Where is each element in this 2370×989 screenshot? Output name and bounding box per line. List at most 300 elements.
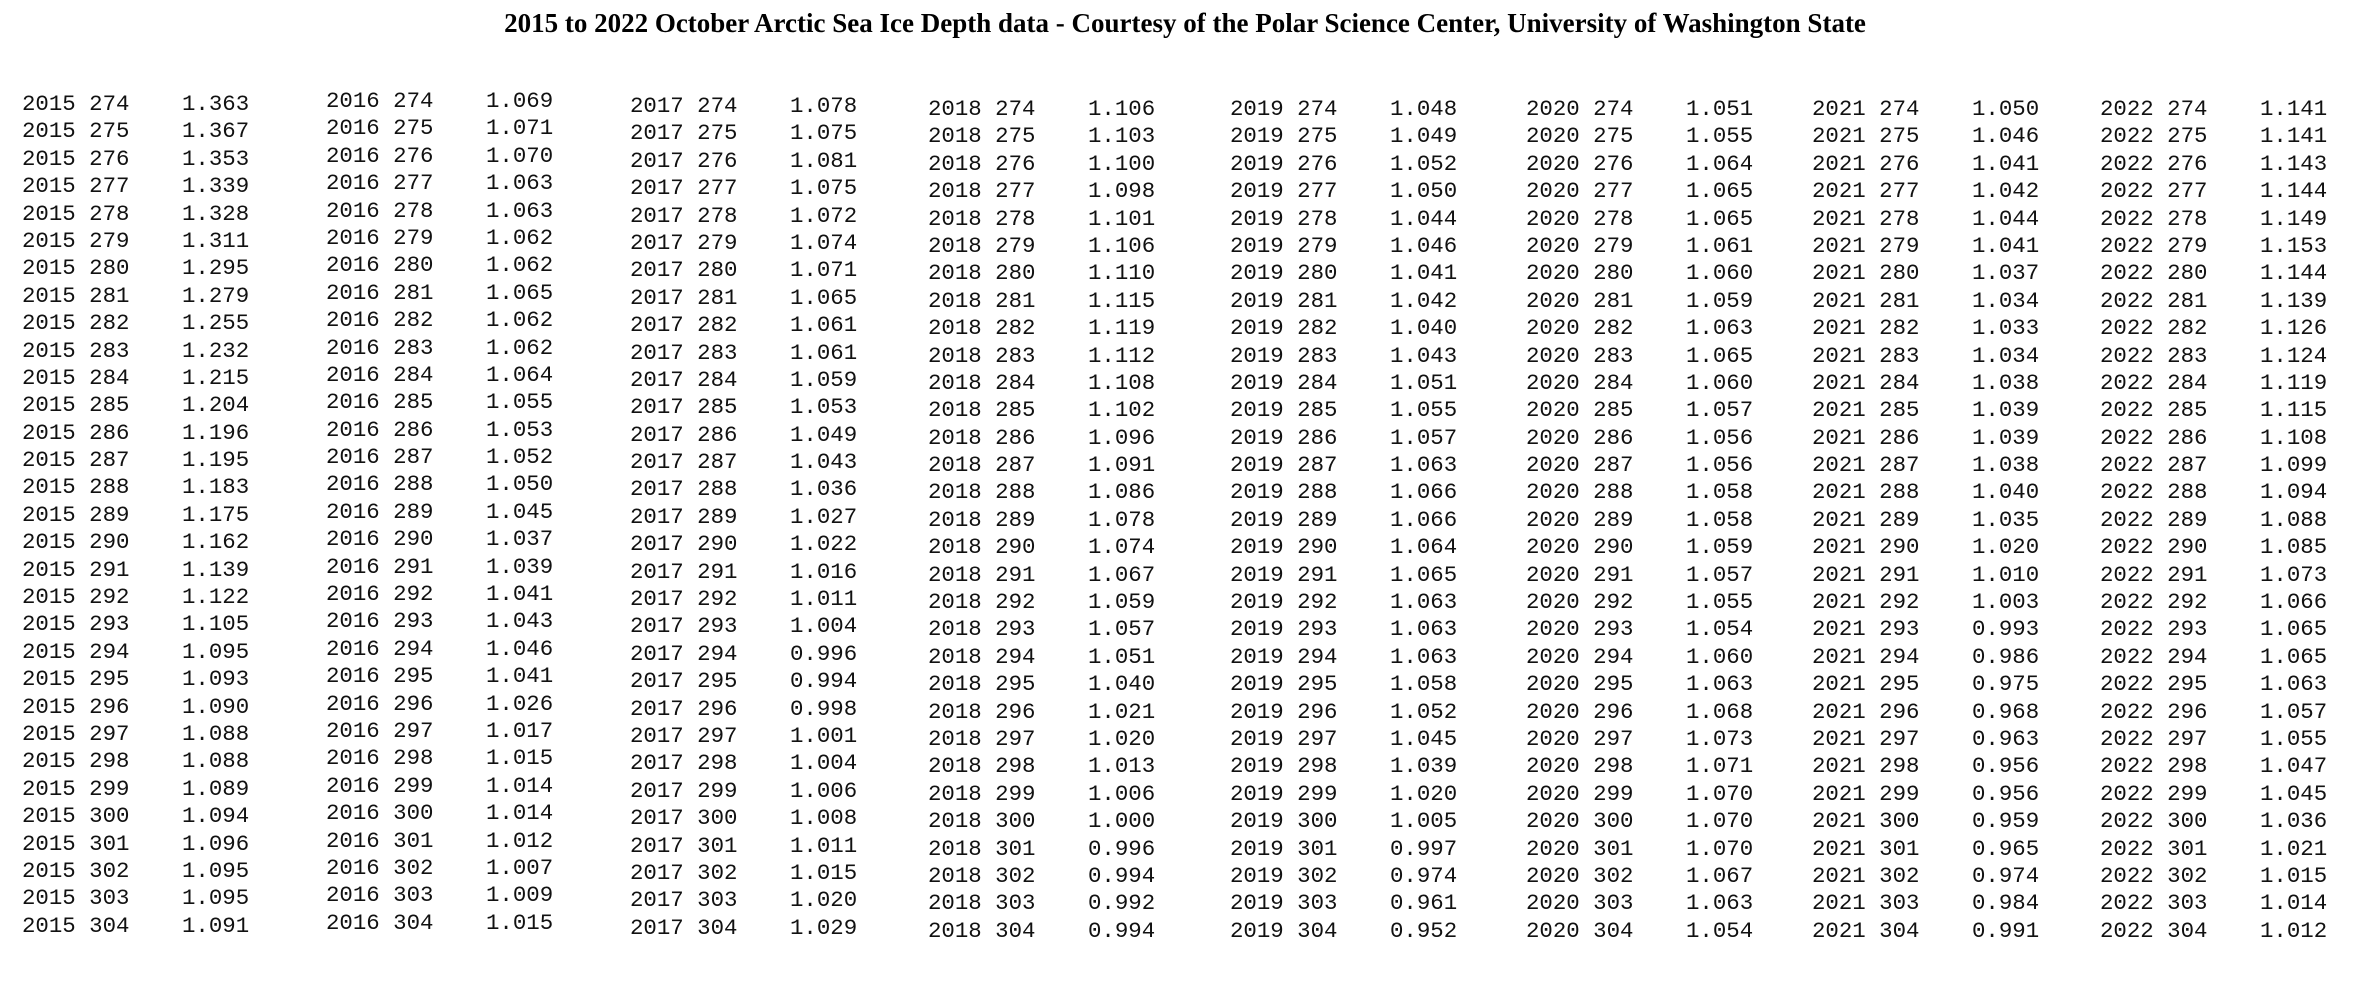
year-day-label: 2019 282	[1230, 315, 1338, 342]
ice-depth-value: 1.065	[1686, 342, 1754, 369]
ice-depth-value: 1.078	[790, 93, 858, 119]
ice-depth-value: 1.064	[1390, 534, 1458, 561]
ice-depth-value: 1.054	[1686, 616, 1754, 643]
year-day-label: 2015 274	[22, 91, 130, 117]
ice-depth-value: 1.094	[2260, 479, 2328, 506]
year-day-label: 2018 278	[928, 205, 1036, 232]
year-day-label: 2016 278	[326, 197, 434, 224]
year-day-label: 2022 284	[2100, 369, 2208, 396]
year-day-label: 2021 274	[1812, 96, 1920, 122]
year-day-label: 2017 281	[630, 284, 738, 311]
ice-depth-value: 1.036	[790, 476, 858, 503]
ice-depth-value: 1.094	[182, 803, 250, 830]
year-day-label: 2016 286	[326, 416, 434, 443]
ice-depth-value: 1.014	[486, 800, 554, 827]
year-day-label: 2017 299	[630, 777, 738, 804]
ice-depth-value: 1.090	[182, 693, 250, 720]
year-day-label: 2017 302	[630, 859, 738, 886]
ice-depth-value: 1.096	[182, 830, 250, 857]
year-day-label: 2015 290	[22, 529, 130, 556]
year-day-label: 2019 280	[1230, 260, 1338, 287]
year-day-label: 2016 301	[326, 827, 434, 854]
ice-depth-value: 1.115	[1088, 287, 1156, 314]
year-day-label: 2021 276	[1812, 150, 1920, 177]
ice-depth-value: 1.162	[182, 529, 250, 556]
ice-depth-value: 1.141	[2260, 123, 2328, 150]
year-day-label: 2019 281	[1230, 287, 1338, 314]
year-day-label: 2020 299	[1526, 780, 1634, 807]
year-day-label: 2017 286	[630, 421, 738, 448]
ice-depth-value: 1.063	[486, 197, 554, 224]
ice-depth-value: 0.994	[790, 668, 858, 695]
ice-depth-value: 1.015	[790, 859, 858, 886]
ice-depth-value: 1.061	[1686, 232, 1754, 259]
year-day-label: 2018 290	[928, 534, 1036, 561]
year-day-label: 2020 290	[1526, 534, 1634, 561]
ice-depth-value: 0.956	[1972, 780, 2040, 807]
ice-depth-value: 1.013	[1088, 753, 1156, 780]
ice-depth-value: 1.115	[2260, 397, 2328, 424]
year-day-label: 2022 275	[2100, 123, 2208, 150]
ice-depth-value: 1.065	[486, 279, 554, 306]
year-day-label: 2018 285	[928, 397, 1036, 424]
ice-depth-value: 0.996	[1088, 835, 1156, 862]
ice-depth-value: 0.993	[1972, 616, 2040, 643]
ice-depth-value: 1.088	[182, 748, 250, 775]
year-day-label: 2020 275	[1526, 123, 1634, 150]
ice-depth-value: 1.063	[1390, 589, 1458, 616]
year-day-label: 2020 301	[1526, 835, 1634, 862]
year-day-label: 2022 296	[2100, 698, 2208, 725]
ice-depth-value: 1.040	[1972, 479, 2040, 506]
year-day-label: 2022 298	[2100, 753, 2208, 780]
year-day-label: 2016 298	[326, 745, 434, 772]
year-day-label: 2015 303	[22, 885, 130, 912]
ice-depth-value: 1.073	[1686, 725, 1754, 752]
year-day-label: 2020 298	[1526, 753, 1634, 780]
ice-depth-value: 1.100	[1088, 150, 1156, 177]
ice-depth-value: 1.000	[1088, 808, 1156, 835]
year-day-label: 2017 290	[630, 531, 738, 558]
year-day-label: 2021 286	[1812, 424, 1920, 451]
ice-depth-value: 1.295	[182, 255, 250, 282]
ice-depth-value: 1.003	[1972, 589, 2040, 616]
year-day-label: 2022 282	[2100, 315, 2208, 342]
ice-depth-value: 1.078	[1088, 506, 1156, 533]
year-day-label: 2015 278	[22, 200, 130, 227]
year-day-label: 2021 293	[1812, 616, 1920, 643]
ice-depth-value: 1.041	[486, 663, 554, 690]
year-day-label: 2016 277	[326, 170, 434, 197]
year-day-label: 2018 292	[928, 589, 1036, 616]
year-day-label: 2022 289	[2100, 506, 2208, 533]
ice-depth-value: 1.075	[790, 120, 858, 147]
year-day-label: 2015 297	[22, 720, 130, 747]
ice-depth-value: 1.204	[182, 392, 250, 419]
year-day-label: 2020 277	[1526, 178, 1634, 205]
year-day-label: 2017 280	[630, 257, 738, 284]
year-day-label: 2018 298	[928, 753, 1036, 780]
ice-depth-value: 1.353	[182, 145, 250, 172]
ice-depth-value: 1.053	[790, 394, 858, 421]
ice-depth-value: 1.070	[1686, 835, 1754, 862]
ice-depth-value: 1.046	[486, 635, 554, 662]
year-day-label: 2017 297	[630, 722, 738, 749]
ice-depth-value: 1.020	[790, 887, 858, 914]
year-day-label: 2019 275	[1230, 123, 1338, 150]
year-day-label: 2019 287	[1230, 452, 1338, 479]
year-day-label: 2019 276	[1230, 150, 1338, 177]
ice-depth-value: 1.065	[1686, 178, 1754, 205]
year-day-label: 2020 302	[1526, 862, 1634, 889]
year-day-label: 2021 291	[1812, 561, 1920, 588]
ice-depth-value: 1.059	[1686, 287, 1754, 314]
ice-depth-value: 1.112	[1088, 342, 1156, 369]
ice-depth-value: 1.010	[1972, 561, 2040, 588]
ice-depth-value: 1.149	[2260, 205, 2328, 232]
ice-depth-value: 1.098	[1088, 178, 1156, 205]
ice-depth-value: 1.071	[790, 257, 858, 284]
year-day-label: 2016 275	[326, 115, 434, 142]
year-day-label: 2018 281	[928, 287, 1036, 314]
ice-depth-value: 1.042	[1390, 287, 1458, 314]
year-day-label: 2022 281	[2100, 287, 2208, 314]
year-day-label: 2021 304	[1812, 917, 1920, 944]
year-day-label: 2020 294	[1526, 643, 1634, 670]
year-day-label: 2018 297	[928, 725, 1036, 752]
year-day-label: 2021 282	[1812, 315, 1920, 342]
ice-depth-value: 1.051	[1390, 369, 1458, 396]
year-day-label: 2020 281	[1526, 287, 1634, 314]
year-day-label: 2017 294	[630, 640, 738, 667]
ice-depth-value: 1.255	[182, 310, 250, 337]
ice-depth-value: 1.124	[2260, 342, 2328, 369]
year-day-label: 2019 301	[1230, 835, 1338, 862]
year-day-label: 2020 293	[1526, 616, 1634, 643]
ice-depth-value: 1.062	[486, 252, 554, 279]
ice-depth-value: 1.064	[486, 361, 554, 388]
ice-depth-value: 1.066	[2260, 589, 2328, 616]
year-day-label: 2015 287	[22, 447, 130, 474]
year-day-label: 2018 288	[928, 479, 1036, 506]
year-day-label: 2020 282	[1526, 315, 1634, 342]
ice-depth-value: 1.088	[2260, 506, 2328, 533]
ice-depth-value: 1.065	[2260, 643, 2328, 670]
ice-depth-value: 1.015	[2260, 862, 2328, 889]
ice-depth-value: 1.052	[486, 444, 554, 471]
year-day-label: 2021 284	[1812, 369, 1920, 396]
ice-depth-value: 1.085	[2260, 534, 2328, 561]
ice-depth-value: 1.063	[2260, 671, 2328, 698]
ice-depth-value: 0.963	[1972, 725, 2040, 752]
ice-depth-value: 1.059	[790, 366, 858, 393]
ice-depth-value: 1.061	[790, 312, 858, 339]
ice-depth-value: 1.062	[486, 224, 554, 251]
year-day-label: 2017 283	[630, 339, 738, 366]
year-day-label: 2018 302	[928, 862, 1036, 889]
ice-depth-value: 1.072	[790, 202, 858, 229]
year-day-label: 2017 289	[630, 503, 738, 530]
year-day-label: 2021 302	[1812, 862, 1920, 889]
year-day-label: 2018 303	[928, 890, 1036, 917]
ice-depth-value: 1.050	[1972, 96, 2040, 122]
year-day-label: 2016 288	[326, 471, 434, 498]
ice-depth-value: 0.956	[1972, 753, 2040, 780]
year-day-label: 2018 276	[928, 150, 1036, 177]
year-day-label: 2015 289	[22, 501, 130, 528]
year-day-label: 2015 281	[22, 282, 130, 309]
year-day-label: 2018 300	[928, 808, 1036, 835]
year-day-label: 2017 282	[630, 312, 738, 339]
year-day-label: 2017 285	[630, 394, 738, 421]
year-day-label: 2022 300	[2100, 808, 2208, 835]
ice-depth-value: 1.062	[486, 307, 554, 334]
year-day-label: 2021 280	[1812, 260, 1920, 287]
year-day-label: 2019 286	[1230, 424, 1338, 451]
ice-depth-value: 1.021	[1088, 698, 1156, 725]
ice-depth-value: 1.074	[1088, 534, 1156, 561]
ice-depth-value: 1.004	[790, 750, 858, 777]
ice-depth-value: 1.022	[790, 531, 858, 558]
ice-depth-value: 1.279	[182, 282, 250, 309]
ice-depth-value: 1.067	[1686, 862, 1754, 889]
year-day-label: 2017 274	[630, 93, 738, 119]
ice-depth-value: 1.089	[182, 775, 250, 802]
ice-depth-value: 1.057	[1088, 616, 1156, 643]
ice-depth-value: 1.175	[182, 501, 250, 528]
ice-depth-value: 1.119	[2260, 369, 2328, 396]
year-day-label: 2019 285	[1230, 397, 1338, 424]
year-day-label: 2021 277	[1812, 178, 1920, 205]
year-day-label: 2018 304	[928, 917, 1036, 944]
ice-depth-value: 0.998	[790, 695, 858, 722]
ice-depth-value: 1.061	[790, 339, 858, 366]
ice-depth-value: 1.063	[1390, 643, 1458, 670]
ice-depth-value: 1.029	[790, 914, 858, 941]
ice-depth-value: 1.066	[1390, 506, 1458, 533]
year-day-label: 2020 295	[1526, 671, 1634, 698]
ice-depth-value: 0.996	[790, 640, 858, 667]
ice-depth-value: 1.196	[182, 419, 250, 446]
ice-depth-value: 1.045	[1390, 725, 1458, 752]
ice-depth-value: 1.141	[2260, 96, 2328, 122]
year-day-label: 2017 275	[630, 120, 738, 147]
year-day-label: 2020 278	[1526, 205, 1634, 232]
ice-depth-value: 1.058	[1686, 506, 1754, 533]
ice-depth-value: 1.038	[1972, 369, 2040, 396]
ice-depth-value: 1.055	[1686, 123, 1754, 150]
year-day-label: 2016 290	[326, 526, 434, 553]
ice-depth-value: 1.110	[1088, 260, 1156, 287]
ice-depth-value: 1.093	[182, 666, 250, 693]
year-day-label: 2021 292	[1812, 589, 1920, 616]
year-day-label: 2018 287	[928, 452, 1036, 479]
ice-depth-value: 1.038	[1972, 452, 2040, 479]
ice-depth-value: 1.035	[1972, 506, 2040, 533]
year-day-label: 2019 302	[1230, 862, 1338, 889]
year-day-label: 2015 299	[22, 775, 130, 802]
ice-depth-value: 1.037	[486, 526, 554, 553]
ice-depth-value: 1.015	[486, 745, 554, 772]
ice-depth-value: 0.986	[1972, 643, 2040, 670]
year-day-label: 2017 296	[630, 695, 738, 722]
year-day-label: 2015 304	[22, 912, 130, 939]
ice-depth-value: 1.006	[790, 777, 858, 804]
year-day-label: 2021 299	[1812, 780, 1920, 807]
ice-depth-value: 1.041	[1972, 232, 2040, 259]
ice-depth-value: 1.034	[1972, 342, 2040, 369]
ice-depth-value: 1.027	[790, 503, 858, 530]
year-day-label: 2020 280	[1526, 260, 1634, 287]
ice-depth-value: 1.074	[790, 229, 858, 256]
year-day-label: 2015 280	[22, 255, 130, 282]
year-day-label: 2018 277	[928, 178, 1036, 205]
ice-depth-value: 1.039	[1972, 424, 2040, 451]
ice-depth-value: 1.367	[182, 118, 250, 145]
year-day-label: 2020 303	[1526, 890, 1634, 917]
ice-depth-value: 1.071	[486, 115, 554, 142]
ice-depth-value: 1.063	[1390, 616, 1458, 643]
year-day-label: 2015 276	[22, 145, 130, 172]
ice-depth-value: 1.014	[2260, 890, 2328, 917]
year-day-label: 2019 294	[1230, 643, 1338, 670]
year-day-label: 2015 300	[22, 803, 130, 830]
ice-depth-value: 1.139	[182, 556, 250, 583]
year-day-label: 2016 299	[326, 772, 434, 799]
ice-depth-value: 0.959	[1972, 808, 2040, 835]
ice-depth-value: 1.065	[790, 284, 858, 311]
year-day-label: 2019 289	[1230, 506, 1338, 533]
year-day-label: 2015 288	[22, 474, 130, 501]
year-day-label: 2017 276	[630, 147, 738, 174]
ice-depth-value: 1.068	[1686, 698, 1754, 725]
year-day-label: 2020 284	[1526, 369, 1634, 396]
ice-depth-value: 1.143	[2260, 150, 2328, 177]
year-day-label: 2016 276	[326, 142, 434, 169]
year-day-label: 2020 304	[1526, 917, 1634, 944]
ice-depth-value: 1.011	[790, 832, 858, 859]
ice-depth-value: 1.052	[1390, 698, 1458, 725]
ice-depth-value: 1.044	[1390, 205, 1458, 232]
year-day-label: 2022 302	[2100, 862, 2208, 889]
year-day-label: 2021 281	[1812, 287, 1920, 314]
year-day-label: 2015 301	[22, 830, 130, 857]
ice-depth-value: 0.984	[1972, 890, 2040, 917]
ice-depth-value: 1.026	[486, 690, 554, 717]
year-day-label: 2017 304	[630, 914, 738, 941]
page-title: 2015 to 2022 October Arctic Sea Ice Depth data - Courtesy of the Polar Science Center, University of Washington State	[504, 8, 1866, 38]
ice-depth-value: 1.070	[1686, 808, 1754, 835]
year-day-label: 2016 292	[326, 581, 434, 608]
year-day-label: 2016 295	[326, 663, 434, 690]
year-day-label: 2019 296	[1230, 698, 1338, 725]
year-day-label: 2018 301	[928, 835, 1036, 862]
year-day-label: 2017 277	[630, 175, 738, 202]
year-day-label: 2016 303	[326, 882, 434, 909]
year-day-label: 2018 282	[928, 315, 1036, 342]
year-day-label: 2018 274	[928, 96, 1036, 122]
year-day-label: 2015 277	[22, 173, 130, 200]
ice-depth-value: 0.974	[1972, 862, 2040, 889]
year-day-label: 2015 298	[22, 748, 130, 775]
year-day-label: 2022 290	[2100, 534, 2208, 561]
ice-depth-value: 1.064	[1686, 150, 1754, 177]
year-day-label: 2015 293	[22, 611, 130, 638]
year-day-label: 2021 297	[1812, 725, 1920, 752]
year-day-label: 2020 291	[1526, 561, 1634, 588]
ice-depth-value: 0.994	[1088, 862, 1156, 889]
ice-depth-value: 1.054	[1686, 917, 1754, 944]
year-day-label: 2022 280	[2100, 260, 2208, 287]
ice-depth-value: 1.006	[1088, 780, 1156, 807]
ice-depth-value: 1.048	[1390, 96, 1458, 122]
year-day-label: 2019 303	[1230, 890, 1338, 917]
ice-depth-value: 1.232	[182, 337, 250, 364]
ice-depth-value: 1.040	[1088, 671, 1156, 698]
ice-depth-value: 1.067	[1088, 561, 1156, 588]
ice-depth-value: 1.063	[486, 170, 554, 197]
year-day-label: 2016 293	[326, 608, 434, 635]
ice-depth-value: 1.215	[182, 364, 250, 391]
year-day-label: 2022 274	[2100, 96, 2208, 122]
year-day-label: 2018 280	[928, 260, 1036, 287]
ice-depth-value: 1.095	[182, 857, 250, 884]
ice-depth-value: 1.108	[1088, 369, 1156, 396]
ice-depth-value: 1.020	[1390, 780, 1458, 807]
year-day-label: 2019 292	[1230, 589, 1338, 616]
year-day-label: 2022 288	[2100, 479, 2208, 506]
ice-depth-value: 1.039	[486, 553, 554, 580]
ice-depth-value: 1.086	[1088, 479, 1156, 506]
year-day-label: 2015 279	[22, 227, 130, 254]
ice-depth-value: 1.020	[1972, 534, 2040, 561]
year-day-label: 2019 300	[1230, 808, 1338, 835]
ice-depth-value: 1.056	[1686, 452, 1754, 479]
ice-depth-value: 1.122	[182, 584, 250, 611]
year-day-label: 2021 298	[1812, 753, 1920, 780]
year-day-label: 2022 279	[2100, 232, 2208, 259]
ice-depth-value: 1.091	[182, 912, 250, 939]
ice-depth-value: 1.052	[1390, 150, 1458, 177]
year-day-label: 2015 294	[22, 638, 130, 665]
ice-depth-value: 1.053	[486, 416, 554, 443]
year-day-label: 2020 274	[1526, 96, 1634, 122]
ice-depth-value: 1.363	[182, 91, 250, 117]
ice-depth-value: 1.057	[1390, 424, 1458, 451]
year-day-label: 2018 299	[928, 780, 1036, 807]
year-day-label: 2017 284	[630, 366, 738, 393]
year-day-label: 2019 283	[1230, 342, 1338, 369]
ice-depth-value: 1.043	[1390, 342, 1458, 369]
year-day-label: 2015 286	[22, 419, 130, 446]
ice-depth-value: 1.051	[1686, 96, 1754, 122]
ice-depth-value: 1.096	[1088, 424, 1156, 451]
ice-depth-value: 1.047	[2260, 753, 2328, 780]
year-day-label: 2020 292	[1526, 589, 1634, 616]
year-day-label: 2022 295	[2100, 671, 2208, 698]
year-day-label: 2017 303	[630, 887, 738, 914]
year-day-label: 2017 291	[630, 558, 738, 585]
ice-depth-value: 1.036	[2260, 808, 2328, 835]
year-day-label: 2022 283	[2100, 342, 2208, 369]
ice-depth-value: 1.001	[790, 722, 858, 749]
year-day-label: 2015 302	[22, 857, 130, 884]
ice-depth-value: 1.059	[1088, 589, 1156, 616]
ice-depth-value: 1.033	[1972, 315, 2040, 342]
year-day-label: 2020 287	[1526, 452, 1634, 479]
ice-depth-value: 1.060	[1686, 260, 1754, 287]
ice-depth-value: 1.106	[1088, 232, 1156, 259]
